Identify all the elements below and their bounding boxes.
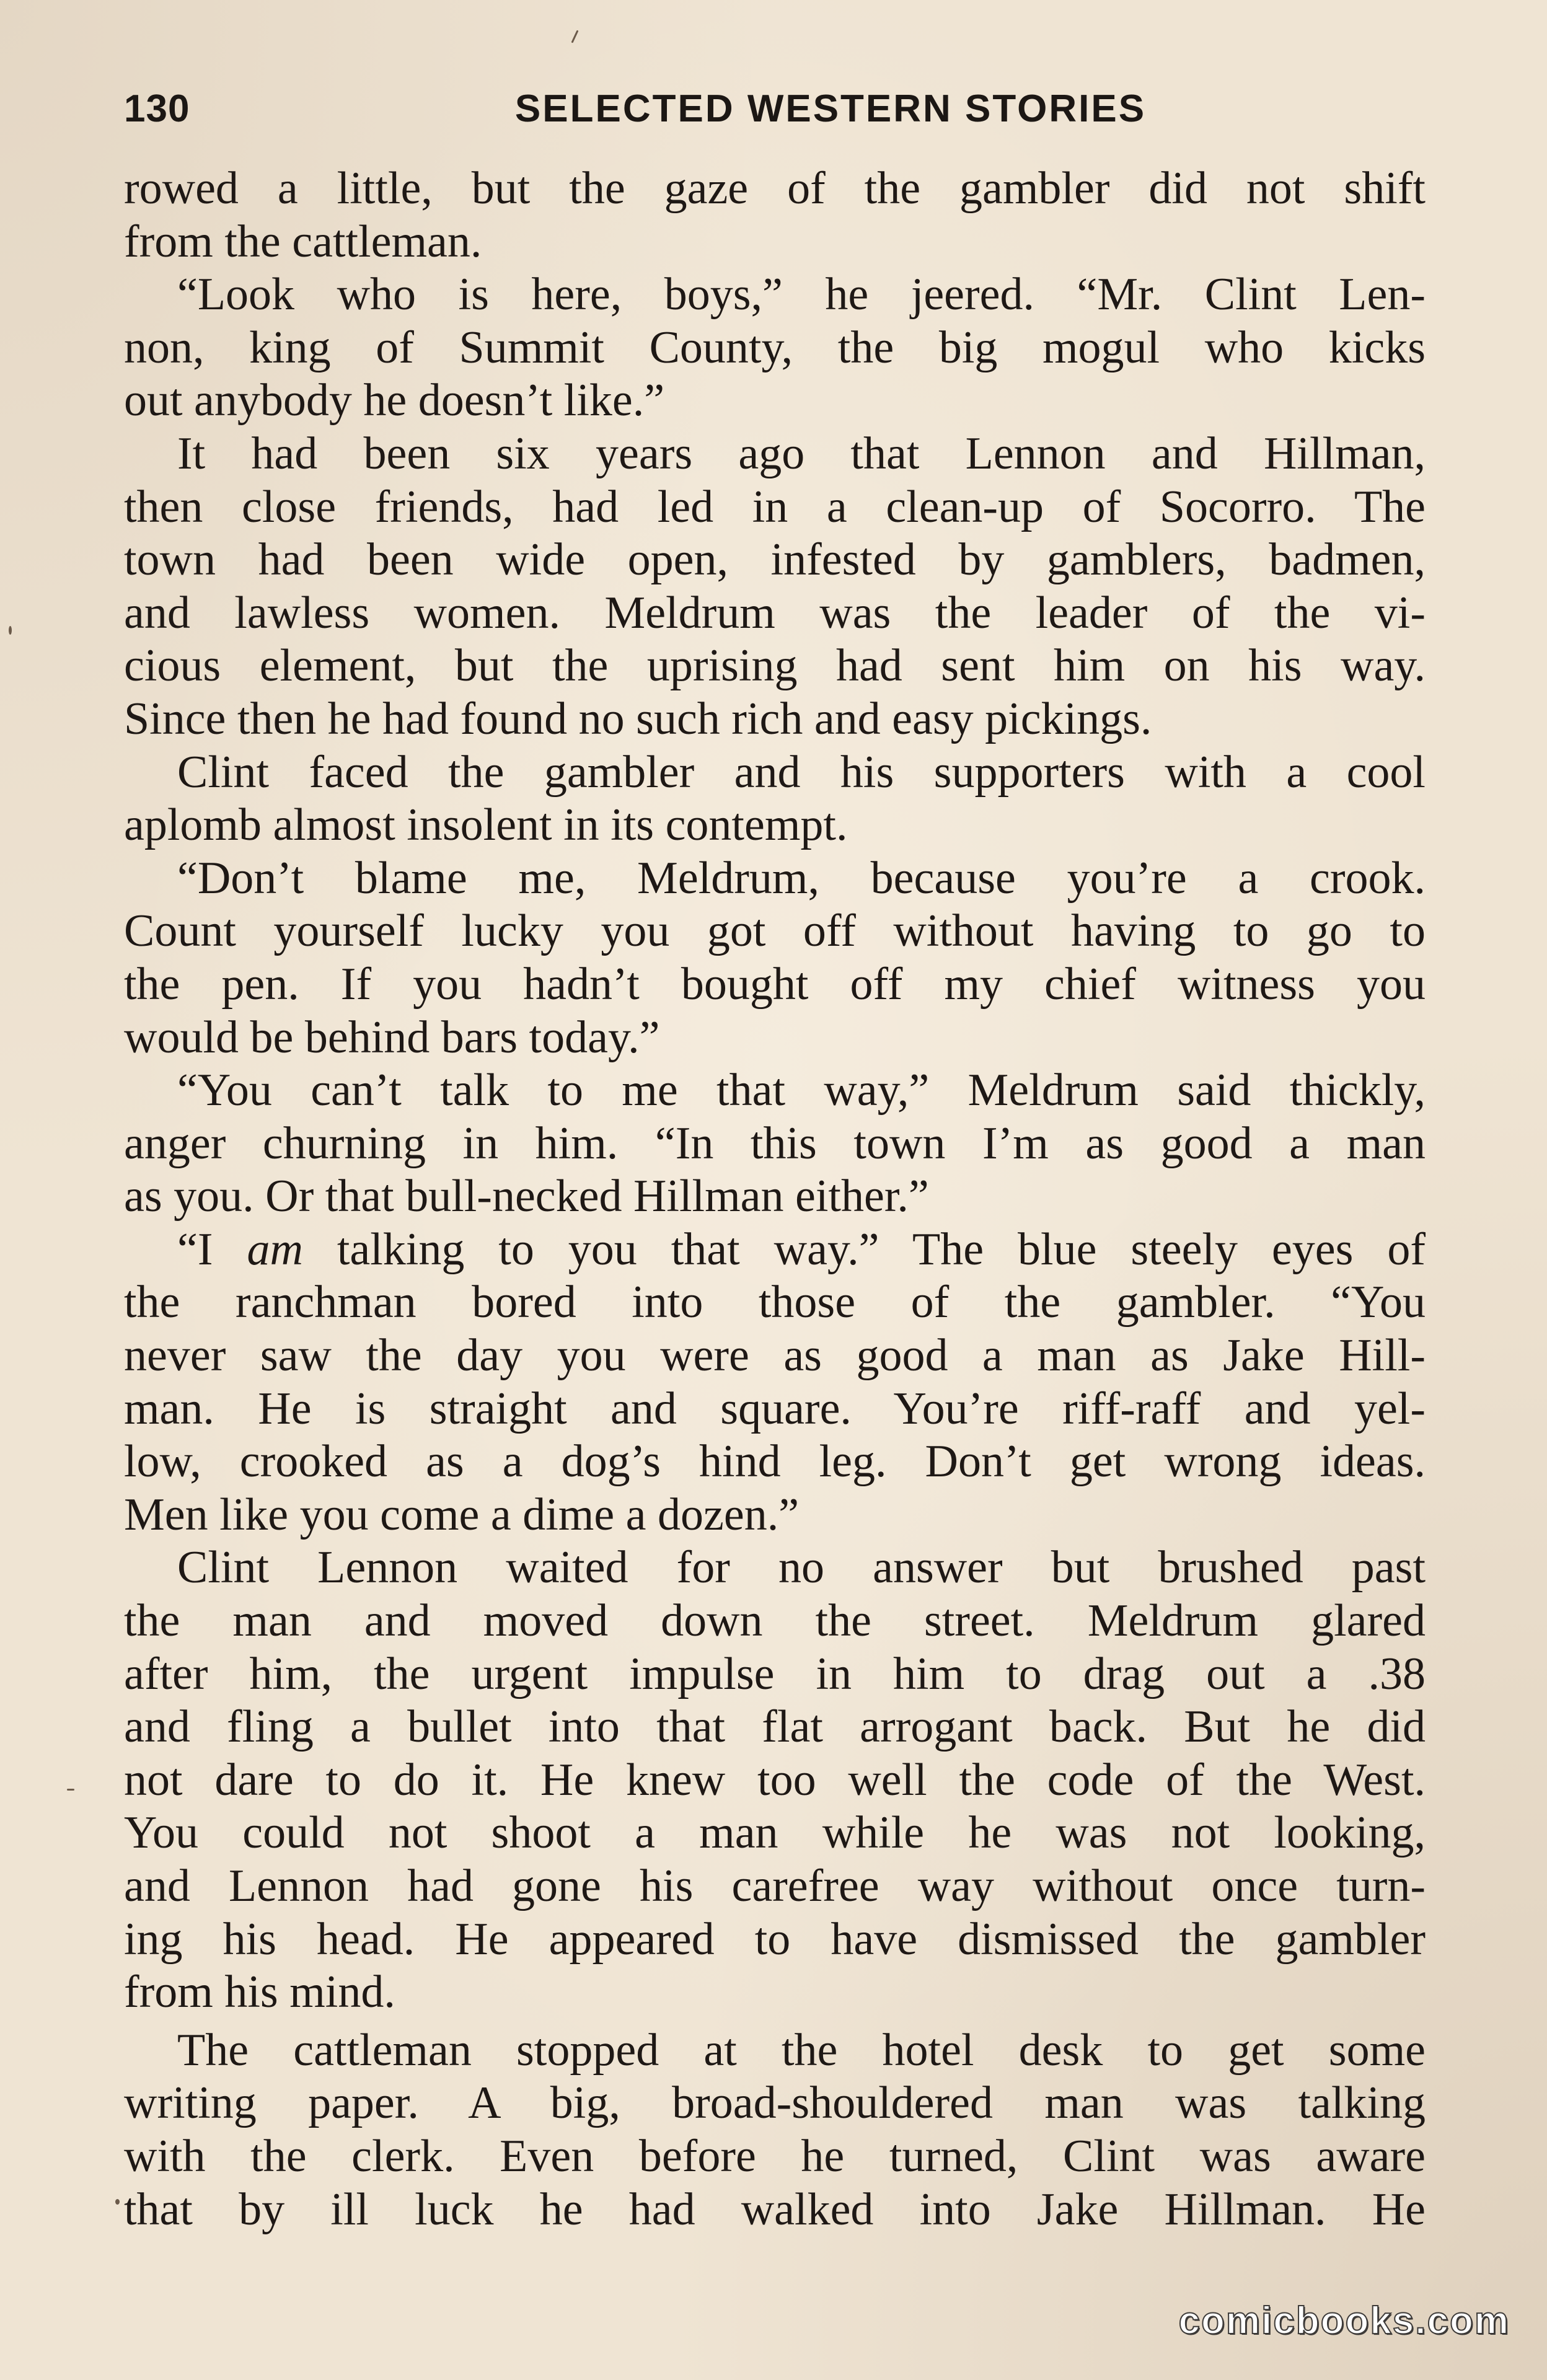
text-line: the pen. If you hadn’t bought off my chief witness you [124,958,1426,1010]
text-line: “Don’t blame me, Meldrum, because you’re a crook. [177,852,1426,904]
paper-speck [115,2199,120,2205]
paper-speck [571,30,578,43]
text-line: man. He is straight and square. You’re riff-raff and yel- [124,1383,1426,1434]
text-line: and fling a bullet into that flat arrogant back. But he did [124,1701,1426,1753]
text-line: out anybody he doesn’t like.” [124,375,665,426]
watermark: comicbooks.com [1178,2299,1510,2342]
page-number: 130 [124,87,190,130]
text-line: You could not shoot a man while he was not looking, [124,1807,1426,1859]
paragraph [124,268,1426,428]
text-line: Clint faced the gambler and his supporters with a cool [177,746,1426,798]
text-line: rowed a little, but the gaze of the gambler did not shift [124,163,1426,214]
text-line: non, king of Summit County, the big mogul who kicks [124,322,1426,373]
running-head: SELECTED WESTERN STORIES [514,87,1147,130]
text-line: The cattleman stopped at the hotel desk to get some [177,2024,1426,2076]
text-line: low, crooked as a dog’s hind leg. Don’t get wrong ideas. [124,1436,1426,1488]
text-line: then close friends, had led in a clean-up of Socorro. The [124,481,1426,532]
emphasis: am [247,1223,303,1275]
paper-speck [67,1789,74,1791]
text-line: Clint Lennon waited for no answer but brushed past [177,1542,1426,1593]
body-text [124,162,1426,2236]
paragraph [124,162,1426,268]
text-line: “Look who is here, boys,” he jeered. “Mr. Clint Len- [177,269,1426,320]
text-line: It had been six years ago that Lennon and Hillman, [177,428,1426,479]
text-line: “I am talking to you that way.” The blue steely eyes of [177,1223,1426,1275]
text-line: town had been wide open, infested by gamblers, badmen, [124,534,1426,586]
text-line: that by ill luck he had walked into Jake Hillman. He [124,2184,1426,2235]
text-line: “You can’t talk to me that way,” Meldrum said thickly, [177,1065,1426,1116]
text-line: cious element, but the uprising had sent him on his way. [124,640,1426,692]
text-line: from his mind. [124,1967,395,2018]
text-line: writing paper. A big, broad-shouldered man was talking [124,2078,1426,2129]
text-line: ing his head. He appeared to have dismissed the gambler [124,1913,1426,1965]
text-line: anger churning in him. “In this town I’m as good a man [124,1117,1426,1169]
page-header [124,87,1426,149]
text-line: Since then he had found no such rich and easy pickings. [124,693,1152,744]
text-line: and Lennon had gone his carefree way without once turn- [124,1861,1426,1911]
text-line: not dare to do it. He knew too well the code of the West. [124,1754,1426,1805]
text-line: as you. Or that bull-necked Hillman either.” [124,1171,929,1222]
text-line: after him, the urgent impulse in him to drag out a .38 [124,1648,1426,1699]
text-line: aplomb almost insolent in its contempt. [124,800,848,851]
paragraph [124,746,1426,852]
paragraph [124,1064,1426,1223]
text-line: would be behind bars today.” [124,1011,660,1063]
text-line: the man and moved down the street. Meldrum glared [124,1595,1426,1647]
text-line: never saw the day you were as good a man as Jake Hill- [124,1330,1426,1382]
paragraph [124,1541,1426,2019]
text-line: the ranchman bored into those of the gambler. “You [124,1277,1426,1328]
paragraph [124,428,1426,746]
text-line: Count yourself lucky you got off without having to go to [124,906,1426,957]
text-line: from the cattleman. [124,216,482,267]
paper-speck [9,626,12,635]
paragraph [124,852,1426,1064]
text-line: with the clerk. Even before he turned, Clint was aware [124,2130,1426,2182]
paragraph [124,2024,1426,2236]
text-line: and lawless women. Meldrum was the leader of the vi- [124,587,1426,638]
paragraph [124,1223,1426,1542]
text-line: Men like you come a dime a dozen.” [124,1489,800,1540]
